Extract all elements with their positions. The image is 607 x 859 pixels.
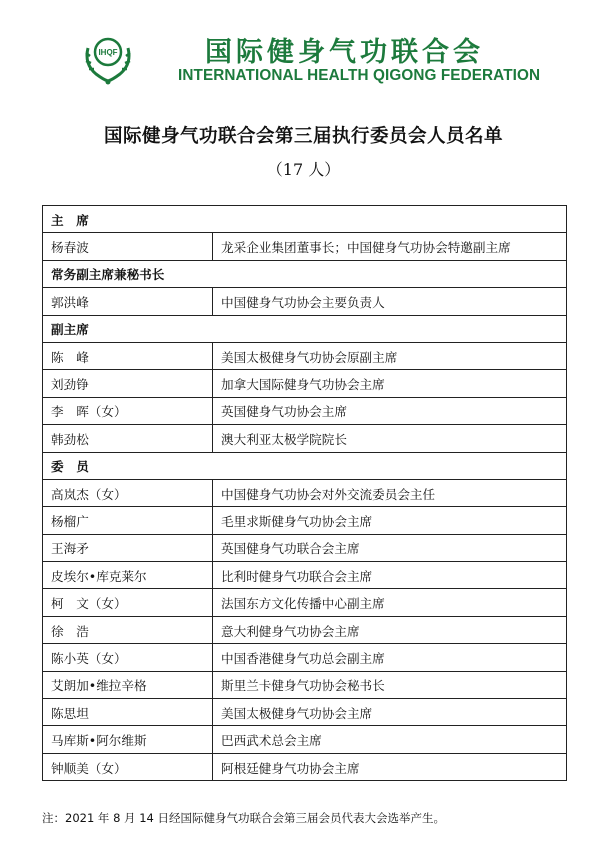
table-row — [43, 753, 567, 780]
org-name-cn: 国际健身气功联合会 — [205, 37, 484, 68]
member-role: 美国太极健身气功协会原副主席 — [213, 342, 567, 369]
table-row — [43, 562, 567, 589]
org-name-en: INTERNATIONAL HEALTH QIGONG FEDERATION — [178, 67, 541, 84]
section-heading-row — [43, 315, 567, 342]
member-name: 王海矛 — [43, 534, 213, 561]
member-name: 刘劲铮 — [43, 370, 213, 397]
table-row — [43, 699, 567, 726]
section-heading: 主 席 — [43, 206, 567, 233]
letterhead — [0, 0, 607, 100]
document-subtitle: （17 人） — [266, 160, 341, 179]
document-title: 国际健身气功联合会第三届执行委员会人员名单 — [103, 126, 503, 147]
member-name: 艾朗加•维拉辛格 — [43, 671, 213, 698]
member-role: 中国健身气功协会对外交流委员会主任 — [213, 479, 567, 506]
logo-text: IHQF — [98, 48, 118, 57]
member-role: 阿根廷健身气功协会主席 — [213, 753, 567, 780]
table-row — [43, 233, 567, 260]
section-heading: 副主席 — [43, 315, 567, 342]
member-name: 陈思坦 — [43, 699, 213, 726]
member-name: 钟顺美（女） — [43, 753, 213, 780]
member-name: 柯 文（女） — [43, 589, 213, 616]
member-role: 加拿大国际健身气功协会主席 — [213, 370, 567, 397]
table-row — [43, 507, 567, 534]
member-name: 高岚杰（女） — [43, 479, 213, 506]
member-role: 斯里兰卡健身气功协会秘书长 — [213, 671, 567, 698]
ihqf-logo-icon — [78, 28, 138, 86]
table-row — [43, 370, 567, 397]
member-name: 陈 峰 — [43, 342, 213, 369]
member-role: 中国香港健身气功总会副主席 — [213, 644, 567, 671]
member-name: 徐 浩 — [43, 616, 213, 643]
table-row — [43, 671, 567, 698]
section-heading-row — [43, 452, 567, 479]
member-name: 陈小英（女） — [43, 644, 213, 671]
table-row — [43, 342, 567, 369]
member-name: 郭洪峰 — [43, 288, 213, 315]
member-role: 英国健身气功协会主席 — [213, 397, 567, 424]
member-role: 意大利健身气功协会主席 — [213, 616, 567, 643]
member-name: 李 晖（女） — [43, 397, 213, 424]
table-row — [43, 726, 567, 753]
table-row — [43, 644, 567, 671]
table-row — [43, 397, 567, 424]
member-role: 毛里求斯健身气功协会主席 — [213, 507, 567, 534]
section-heading-row — [43, 260, 567, 287]
member-role: 法国东方文化传播中心副主席 — [213, 589, 567, 616]
section-heading-row — [43, 206, 567, 233]
table-row — [43, 589, 567, 616]
member-name: 杨榴广 — [43, 507, 213, 534]
table-row — [43, 288, 567, 315]
section-heading: 委 员 — [43, 452, 567, 479]
member-name: 皮埃尔•库克莱尔 — [43, 562, 213, 589]
member-role: 美国太极健身气功协会主席 — [213, 699, 567, 726]
table-row — [43, 616, 567, 643]
member-name: 韩劲松 — [43, 425, 213, 452]
member-role: 澳大利亚太极学院院长 — [213, 425, 567, 452]
member-role: 比利时健身气功联合会主席 — [213, 562, 567, 589]
footnote: 注：2021 年 8 月 14 日经国际健身气功联合会第三届会员代表大会选举产生。 — [42, 811, 445, 825]
committee-members-table — [42, 205, 567, 781]
member-role: 中国健身气功协会主要负责人 — [213, 288, 567, 315]
member-role: 英国健身气功联合会主席 — [213, 534, 567, 561]
section-heading: 常务副主席兼秘书长 — [43, 260, 567, 287]
member-role: 龙采企业集团董事长；中国健身气功协会特邀副主席 — [213, 233, 567, 260]
member-name: 马库斯•阿尔维斯 — [43, 726, 213, 753]
table-row — [43, 479, 567, 506]
member-name: 杨春波 — [43, 233, 213, 260]
member-role: 巴西武术总会主席 — [213, 726, 567, 753]
table-row — [43, 534, 567, 561]
table-row — [43, 425, 567, 452]
